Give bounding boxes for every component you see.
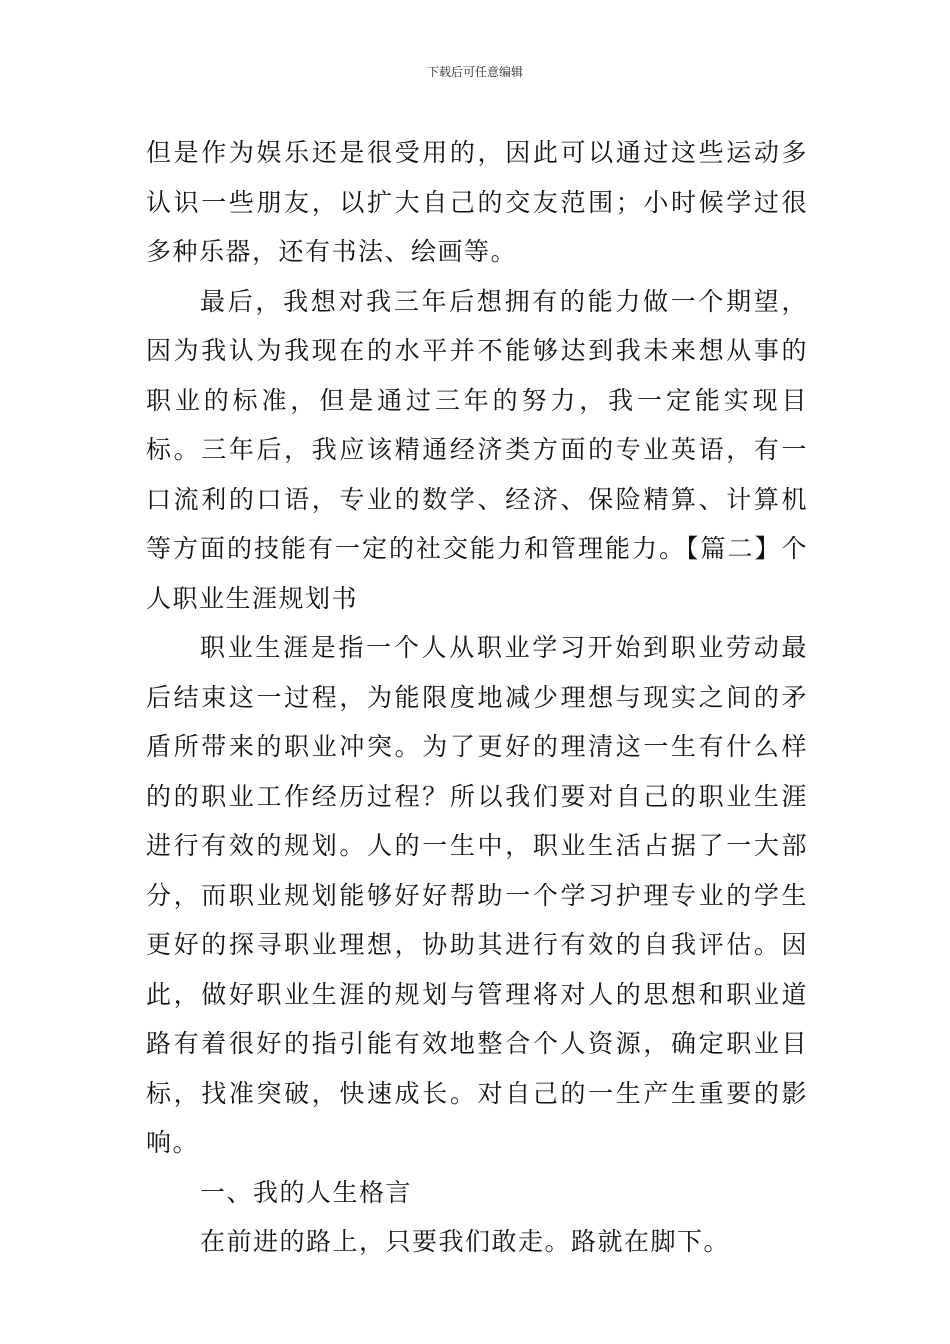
paragraph-career-definition: 职业生涯是指一个人从职业学习开始到职业劳动最后结束这一过程，为能限度地减少理想与现实之间的矛盾所带来的职业冲突。为了更好的理清这一生有什么样的的职业工作经历过程？所以我们要对自己的职业生涯进行有效的规划。人的一生中，职业生活占据了一大部分，而职业规划能够好好帮助一个学习护理专业的学生更好的探寻职业理想，协助其进行有效的自我评估。因此，做好职业生涯的规划与管理将对人的思想和职业道路有着很好的指引能有效地整合个人资源，确定职业目标，找准突破，快速成长。对自己的一生产生重要的影响。 bbox=[146, 633, 808, 1157]
paragraph-continuation: 但是作为娱乐还是很受用的，因此可以通过这些运动多认识一些朋友，以扩大自己的交友范围；小时候学过很多种乐器，还有书法、绘画等。 bbox=[146, 138, 808, 266]
paragraph-ability-expectation: 最后，我想对我三年后想拥有的能力做一个期望，因为我认为我现在的水平并不能够达到我未来想从事的职业的标准，但是通过三年的努力，我一定能实现目标。三年后，我应该精通经济类方面的专业英语，有一口流利的口语，专业的数学、经济、保险精算、计算机等方面的技能有一定的社交能力和管理能力。【篇二】个人职业生涯规划书 bbox=[146, 286, 808, 613]
section-heading-life-motto: 一、我的人生格言 bbox=[200, 1177, 413, 1207]
document-body bbox=[146, 128, 808, 1267]
page-header-note: 下载后可任意编辑 bbox=[426, 65, 523, 79]
paragraph-life-motto: 在前进的路上，只要我们敢走。路就在脚下。 bbox=[200, 1227, 731, 1256]
